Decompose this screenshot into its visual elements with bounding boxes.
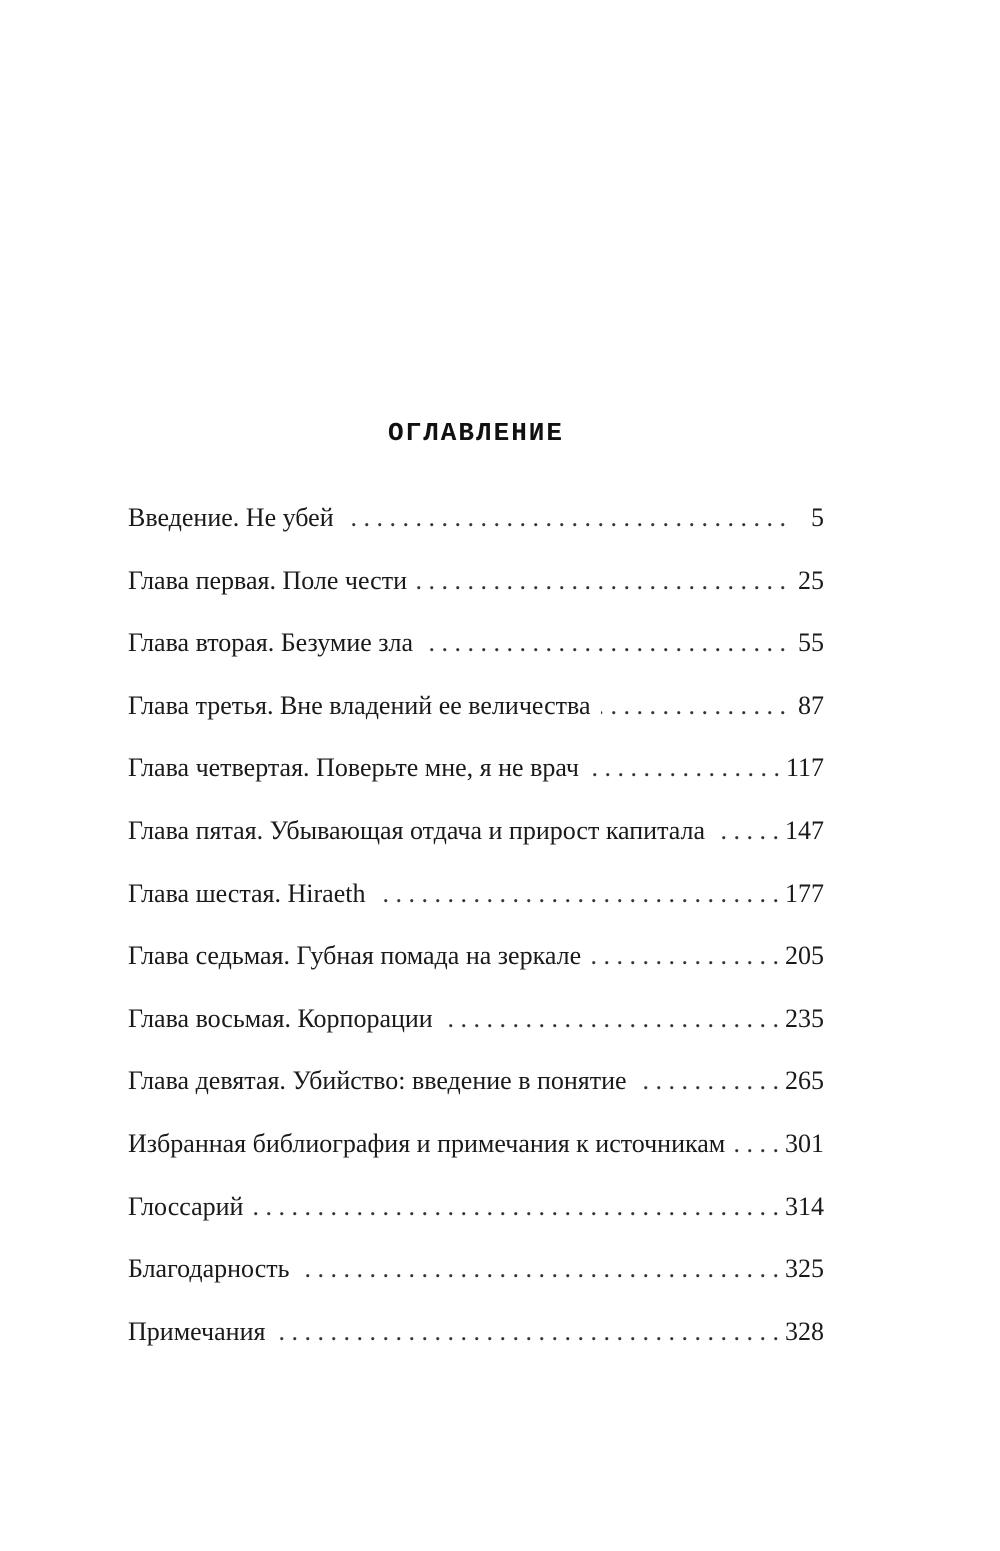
toc-entry (128, 879, 824, 942)
dot-leader (375, 879, 779, 909)
toc-heading: ОГЛАВЛЕНИЕ (387, 418, 565, 448)
toc-entry (128, 1004, 824, 1067)
dot-leader (423, 628, 786, 658)
dot-leader (637, 1066, 779, 1096)
dot-leader (735, 1129, 779, 1159)
toc-entry-page: 25 (798, 565, 824, 595)
toc-entry-page: 87 (798, 690, 824, 720)
toc-entry-title: Глава девятая. Убийство: введение в понятие (128, 1066, 627, 1096)
toc-entry-title: Глава седьмая. Губная помада на зеркале (128, 941, 582, 971)
toc-entry-page: 117 (785, 753, 824, 783)
toc-entry (128, 1129, 824, 1192)
toc-entry (128, 1254, 824, 1317)
toc-entry (128, 566, 824, 629)
toc-entry-page: 325 (785, 1254, 824, 1284)
toc-entry-page: 5 (811, 503, 824, 532)
toc-entry-page: 265 (785, 1066, 824, 1096)
toc-entry (128, 941, 824, 1004)
toc-entry-title: Глава шестая. Hiraeth (128, 878, 366, 908)
toc-entry (128, 503, 824, 566)
dot-leader (344, 503, 786, 533)
toc-entry-title: Глава третья. Вне владений ее величества (128, 690, 591, 720)
toc-entry-title: Глава первая. Поле чести (128, 565, 407, 595)
toc-entry-title: Глава восьмая. Корпорации (128, 1003, 433, 1033)
toc-entry (128, 1317, 824, 1380)
toc-entry (128, 691, 824, 754)
toc-entry (128, 628, 824, 691)
dot-leader (253, 1192, 779, 1222)
toc-entry-title: Примечания (128, 1316, 266, 1346)
toc-entry-title: Глава четвертая. Поверьте мне, я не врач (128, 753, 579, 783)
dot-leader (443, 1004, 779, 1034)
dot-leader (299, 1254, 779, 1284)
toc-entry-page: 55 (798, 628, 824, 658)
dot-leader (275, 1317, 779, 1347)
toc-entry-title: Введение. Не убей (128, 503, 334, 532)
dot-leader (715, 816, 779, 846)
toc-entry-title: Благодарность (128, 1254, 290, 1284)
table-of-contents (128, 503, 824, 1379)
toc-entry-title: Глоссарий (128, 1191, 244, 1221)
toc-entry-page: 147 (785, 815, 824, 845)
toc-entry-page: 301 (785, 1128, 824, 1158)
toc-entry (128, 1066, 824, 1129)
toc-entry-page: 328 (785, 1316, 824, 1346)
toc-entry (128, 753, 824, 816)
dot-leader (417, 566, 786, 596)
toc-entry (128, 1192, 824, 1255)
toc-entry-title: Избранная библиография и примечания к источникам (128, 1128, 726, 1158)
toc-entry-page: 235 (785, 1003, 824, 1033)
dot-leader (589, 753, 780, 783)
toc-entry-title: Глава пятая. Убывающая отдача и прирост капитала (128, 815, 706, 845)
toc-entry-page: 205 (785, 941, 824, 971)
dot-leader (591, 941, 779, 971)
dot-leader (601, 691, 787, 721)
toc-entry-page: 177 (785, 878, 824, 908)
toc-entry-title: Глава вторая. Безумие зла (128, 628, 414, 658)
toc-entry-page: 314 (785, 1191, 824, 1221)
toc-entry (128, 816, 824, 879)
